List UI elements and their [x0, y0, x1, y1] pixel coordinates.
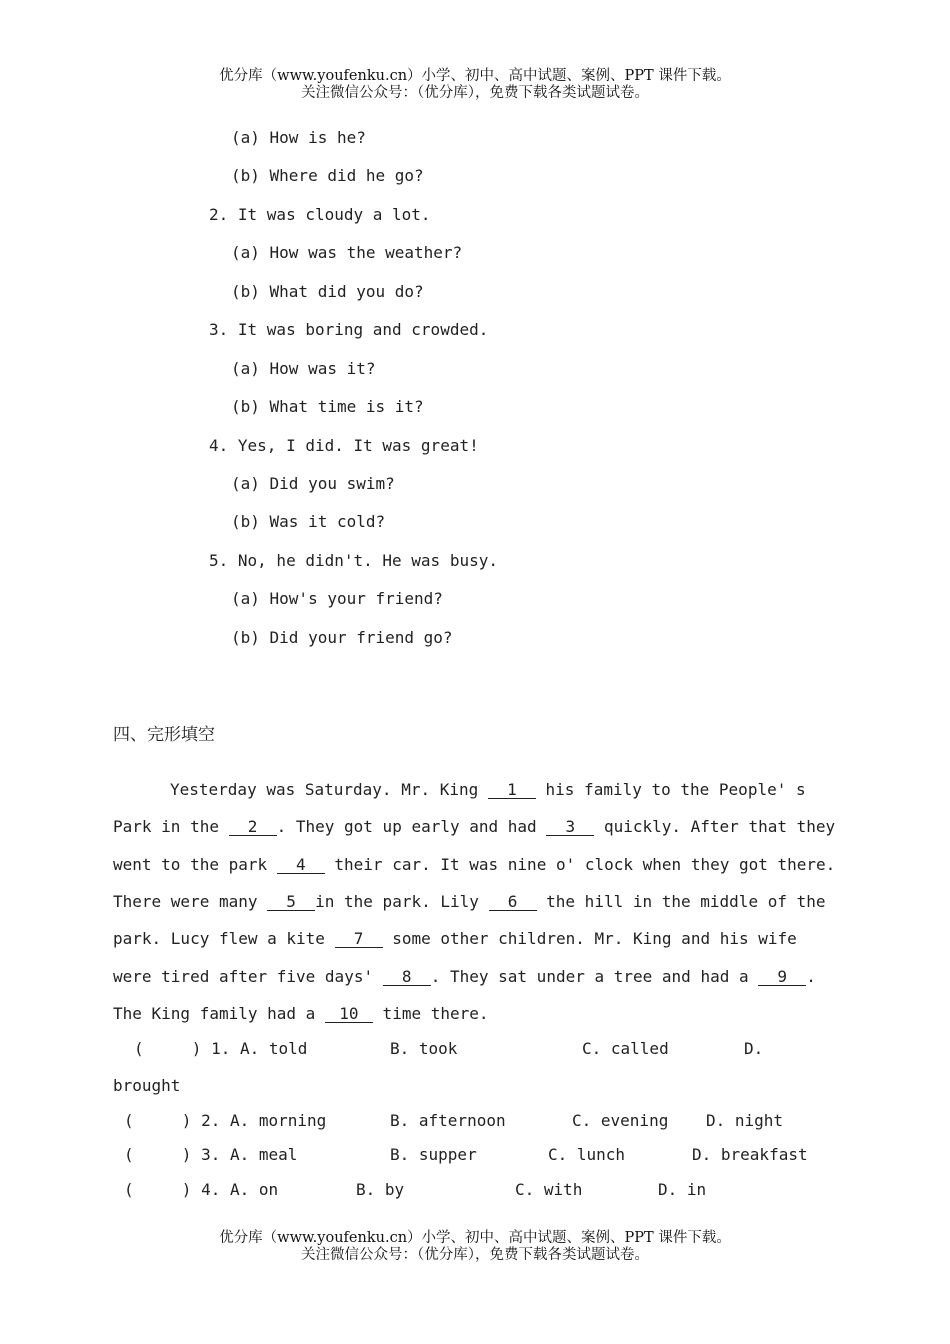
passage-line-2 — [113, 817, 835, 836]
passage-text: the hill in the middle of the — [536, 892, 826, 911]
choice-1-option-c: C. called — [582, 1039, 669, 1058]
blank-5: 5 — [267, 893, 315, 911]
header-line-1: 优分库（www.youfenku.cn）小学、初中、高中试题、案例、PPT 课件下载。 — [219, 68, 731, 84]
choice-3-answer-a: ( ) 3. A. meal — [124, 1145, 298, 1164]
choice-2-option-d: D. night — [706, 1111, 784, 1130]
passage-text: their car. It was nine o' clock when they got there. — [324, 855, 836, 874]
q3-stem: 3. It was boring and crowded. — [209, 320, 489, 339]
passage-text: some other children. Mr. King and his wife — [382, 929, 797, 948]
passage-text: were tired after five days' — [113, 967, 383, 986]
passage-line-4 — [113, 892, 826, 911]
blank-2: 2 — [229, 818, 277, 836]
blank-1: 1 — [488, 781, 536, 799]
q1-option-b: (b) Where did he go? — [231, 166, 424, 185]
passage-line-7 — [113, 1004, 489, 1023]
passage-line-3 — [113, 855, 835, 874]
q5-option-a: (a) How's your friend? — [231, 589, 443, 608]
passage-text: . They sat under a tree and had a — [430, 967, 759, 986]
blank-4: 4 — [277, 856, 325, 874]
choice-2-answer-a: ( ) 2. A. morning — [124, 1111, 327, 1130]
q2-option-b: (b) What did you do? — [231, 282, 424, 301]
passage-text: . They got up early and had — [276, 817, 547, 836]
passage-line-5 — [113, 929, 797, 948]
choice-1-answer-a: ( ) 1. A. told — [134, 1039, 308, 1058]
page-footer — [0, 1230, 950, 1264]
choice-2-option-b: B. afternoon — [390, 1111, 506, 1130]
choice-4-option-d: D. in — [658, 1180, 707, 1199]
passage-text: park. Lucy flew a kite — [113, 929, 335, 948]
choice-1-option-d: D. — [744, 1039, 764, 1058]
blank-3: 3 — [546, 818, 594, 836]
blank-8: 8 — [383, 968, 431, 986]
q5-stem: 5. No, he didn't. He was busy. — [209, 551, 498, 570]
q5-option-b: (b) Did your friend go? — [231, 628, 453, 647]
q1-option-a: (a) How is he? — [231, 128, 366, 147]
q2-option-a: (a) How was the weather? — [231, 243, 463, 262]
choice-4-option-b: B. by — [356, 1180, 405, 1199]
passage-text: went to the park — [113, 855, 277, 874]
passage-line-1 — [170, 780, 806, 799]
page-header — [0, 68, 950, 102]
passage-text: time there. — [372, 1004, 489, 1023]
header-line-2: 关注微信公众号：（优分库），免费下载各类试题试卷。 — [301, 85, 649, 101]
choice-3-option-d: D. breakfast — [692, 1145, 808, 1164]
passage-text: Park in the — [113, 817, 229, 836]
blank-6: 6 — [489, 893, 537, 911]
passage-line-6 — [113, 967, 816, 986]
q4-stem: 4. Yes, I did. It was great! — [209, 436, 479, 455]
passage-text: The King family had a — [113, 1004, 325, 1023]
passage-text: in the park. Lily — [315, 892, 489, 911]
blank-10: 10 — [325, 1005, 373, 1023]
choice-4-option-c: C. with — [515, 1180, 583, 1199]
section-title: 四、完形填空 — [113, 725, 215, 745]
choice-1-option-d-text: brought — [113, 1076, 181, 1095]
blank-9: 9 — [758, 968, 806, 986]
q3-option-b: (b) What time is it? — [231, 397, 424, 416]
passage-text: . — [806, 967, 816, 986]
footer-line-2: 关注微信公众号：（优分库），免费下载各类试题试卷。 — [301, 1247, 649, 1263]
choice-3-option-b: B. supper — [390, 1145, 477, 1164]
q3-option-a: (a) How was it? — [231, 359, 376, 378]
q4-option-a: (a) Did you swim? — [231, 474, 395, 493]
blank-7: 7 — [335, 930, 383, 948]
choice-3-option-c: C. lunch — [548, 1145, 626, 1164]
passage-text: quickly. After that they — [594, 817, 836, 836]
passage-text: Yesterday was Saturday. Mr. King — [170, 780, 488, 799]
passage-text: There were many — [113, 892, 268, 911]
passage-text: his family to the People' s — [535, 780, 806, 799]
footer-line-1: 优分库（www.youfenku.cn）小学、初中、高中试题、案例、PPT 课件下载。 — [219, 1230, 731, 1246]
choice-1-option-b: B. took — [390, 1039, 458, 1058]
choice-4-answer-a: ( ) 4. A. on — [124, 1180, 279, 1199]
q4-option-b: (b) Was it cold? — [231, 512, 386, 531]
choice-2-option-c: C. evening — [572, 1111, 669, 1130]
q2-stem: 2. It was cloudy a lot. — [209, 205, 431, 224]
